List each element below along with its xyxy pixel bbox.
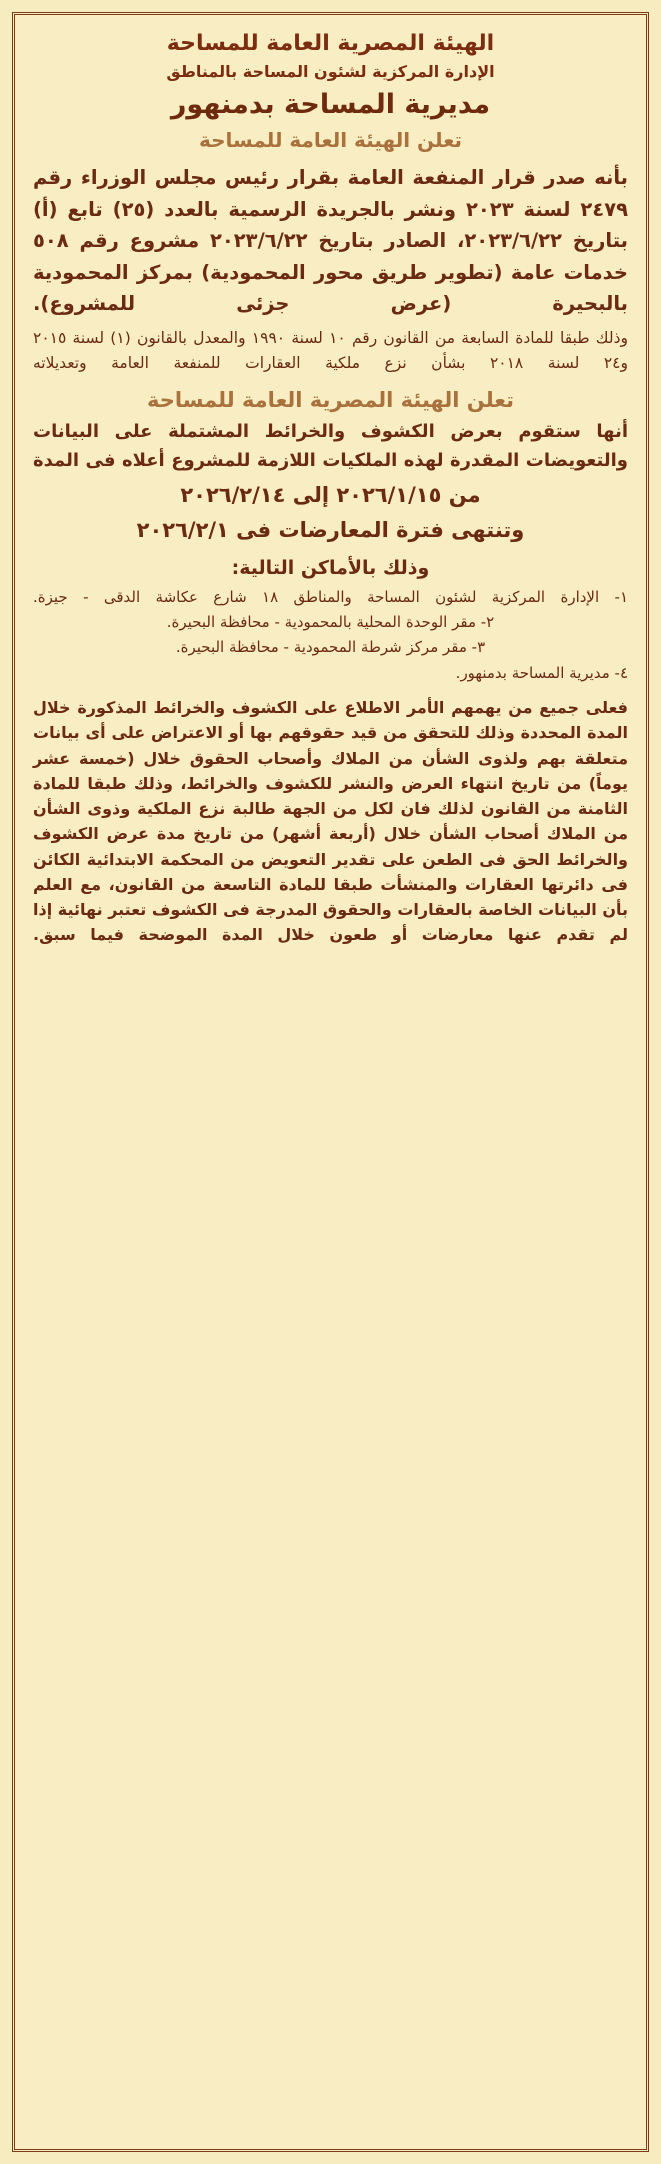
announcement-heading-2: تعلن الهيئة المصرية العامة للمساحة bbox=[146, 388, 515, 413]
places-list bbox=[33, 585, 628, 685]
display-paragraph: أنها ستقوم بعرض الكشوف والخرائط المشتملة على البيانات والتعويضات المقدرة لهذه الملكيات اللازمة للمشروع أعلاه فى المدة bbox=[33, 421, 628, 471]
list-item: ٢- مقر الوحدة المحلية بالمحمودية - محافظة البحيرة. bbox=[166, 613, 495, 632]
directorate-title: مديرية المساحة بدمنهور bbox=[170, 89, 491, 121]
objection-deadline: وتنتهى فترة المعارضات فى ٢٠٢٦/٢/١ bbox=[136, 518, 525, 543]
display-period: من ٢٠٢٦/١/١٥ إلى ٢٠٢٦/٢/١٤ bbox=[180, 482, 481, 507]
list-item: ٤- مديرية المساحة بدمنهور. bbox=[455, 663, 628, 682]
authority-line-1: الهيئة المصرية العامة للمساحة bbox=[166, 31, 495, 56]
authority-line-2: الإدارة المركزية لشئون المساحة بالمناطق bbox=[166, 61, 495, 81]
list-item: ٣- مقر مركز شرطة المحمودية - محافظة البحيرة. bbox=[175, 638, 486, 657]
places-title: وذلك بالأماكن التالية: bbox=[231, 556, 430, 579]
intro-paragraph: بأنه صدر قرار المنفعة العامة بقرار رئيس مجلس الوزراء رقم ٢٤٧٩ لسنة ٢٠٢٣ ونشر بالجريدة الرسمية بالعدد (٢٥) تابع (أ) بتاريخ ٢٠٢٣/٦/٢٢، الصادر بتاريخ ٢٠٢٣/٦/٢٢ مشروع رقم ٥٠٨ خدمات عامة (تطوير طريق محور المحمودية) بمركز المحمودية بالبحيرة (عرض جزئى للمشروع). bbox=[33, 166, 628, 316]
list-item: ١- الإدارة المركزية لشئون المساحة والمناطق ١٨ شارع عكاشة الدقى - جيزة. bbox=[33, 587, 628, 606]
notice-frame bbox=[12, 12, 649, 2152]
law-paragraph: وذلك طبقا للمادة السابعة من القانون رقم ١٠ لسنة ١٩٩٠ والمعدل بالقانون (١) لسنة ٢٠١٥ و٢٤ لسنة ٢٠١٨ بشأن نزع ملكية العقارات للمنفعة العامة وتعديلاته bbox=[33, 328, 628, 373]
announcement-heading: تعلن الهيئة العامة للمساحة bbox=[198, 128, 463, 153]
footer-paragraph: فعلى جميع من يهمهم الأمر الاطلاع على الكشوف والخرائط المذكورة خلال المدة المحددة وذلك للتحقق من قيد حقوقهم بها أو الاعتراض على أى بيانات متعلقة بهم ولذوى الشأن من الملاك وأصحاب الحقوق خلال (خمسة عشر يوماً) من تاريخ انتهاء العرض والنشر للكشوف والخرائط، وذلك طبقا للمادة الثامنة من القانون لذلك فان لكل من الجهة طالبة نزع الملكية وذوى الشأن من الملاك أصحاب الشأن خلال (أربعة أشهر) من تاريخ مدة عرض الكشوف والخرائط الحق فى الطعن على تقدير التعويض من المحكمة الابتدائية الكائن فى دائرتها العقارات والمنشأت طبقا للمادة التاسعة من القانون، مع العلم بأن البيانات الخاصة بالعقارات والحقوق المدرجة فى الكشوف تعتبر نهائية إذا لم تقدم عنها معارضات أو طعون خلال المدة الموضحة فيما سبق. bbox=[33, 697, 628, 945]
